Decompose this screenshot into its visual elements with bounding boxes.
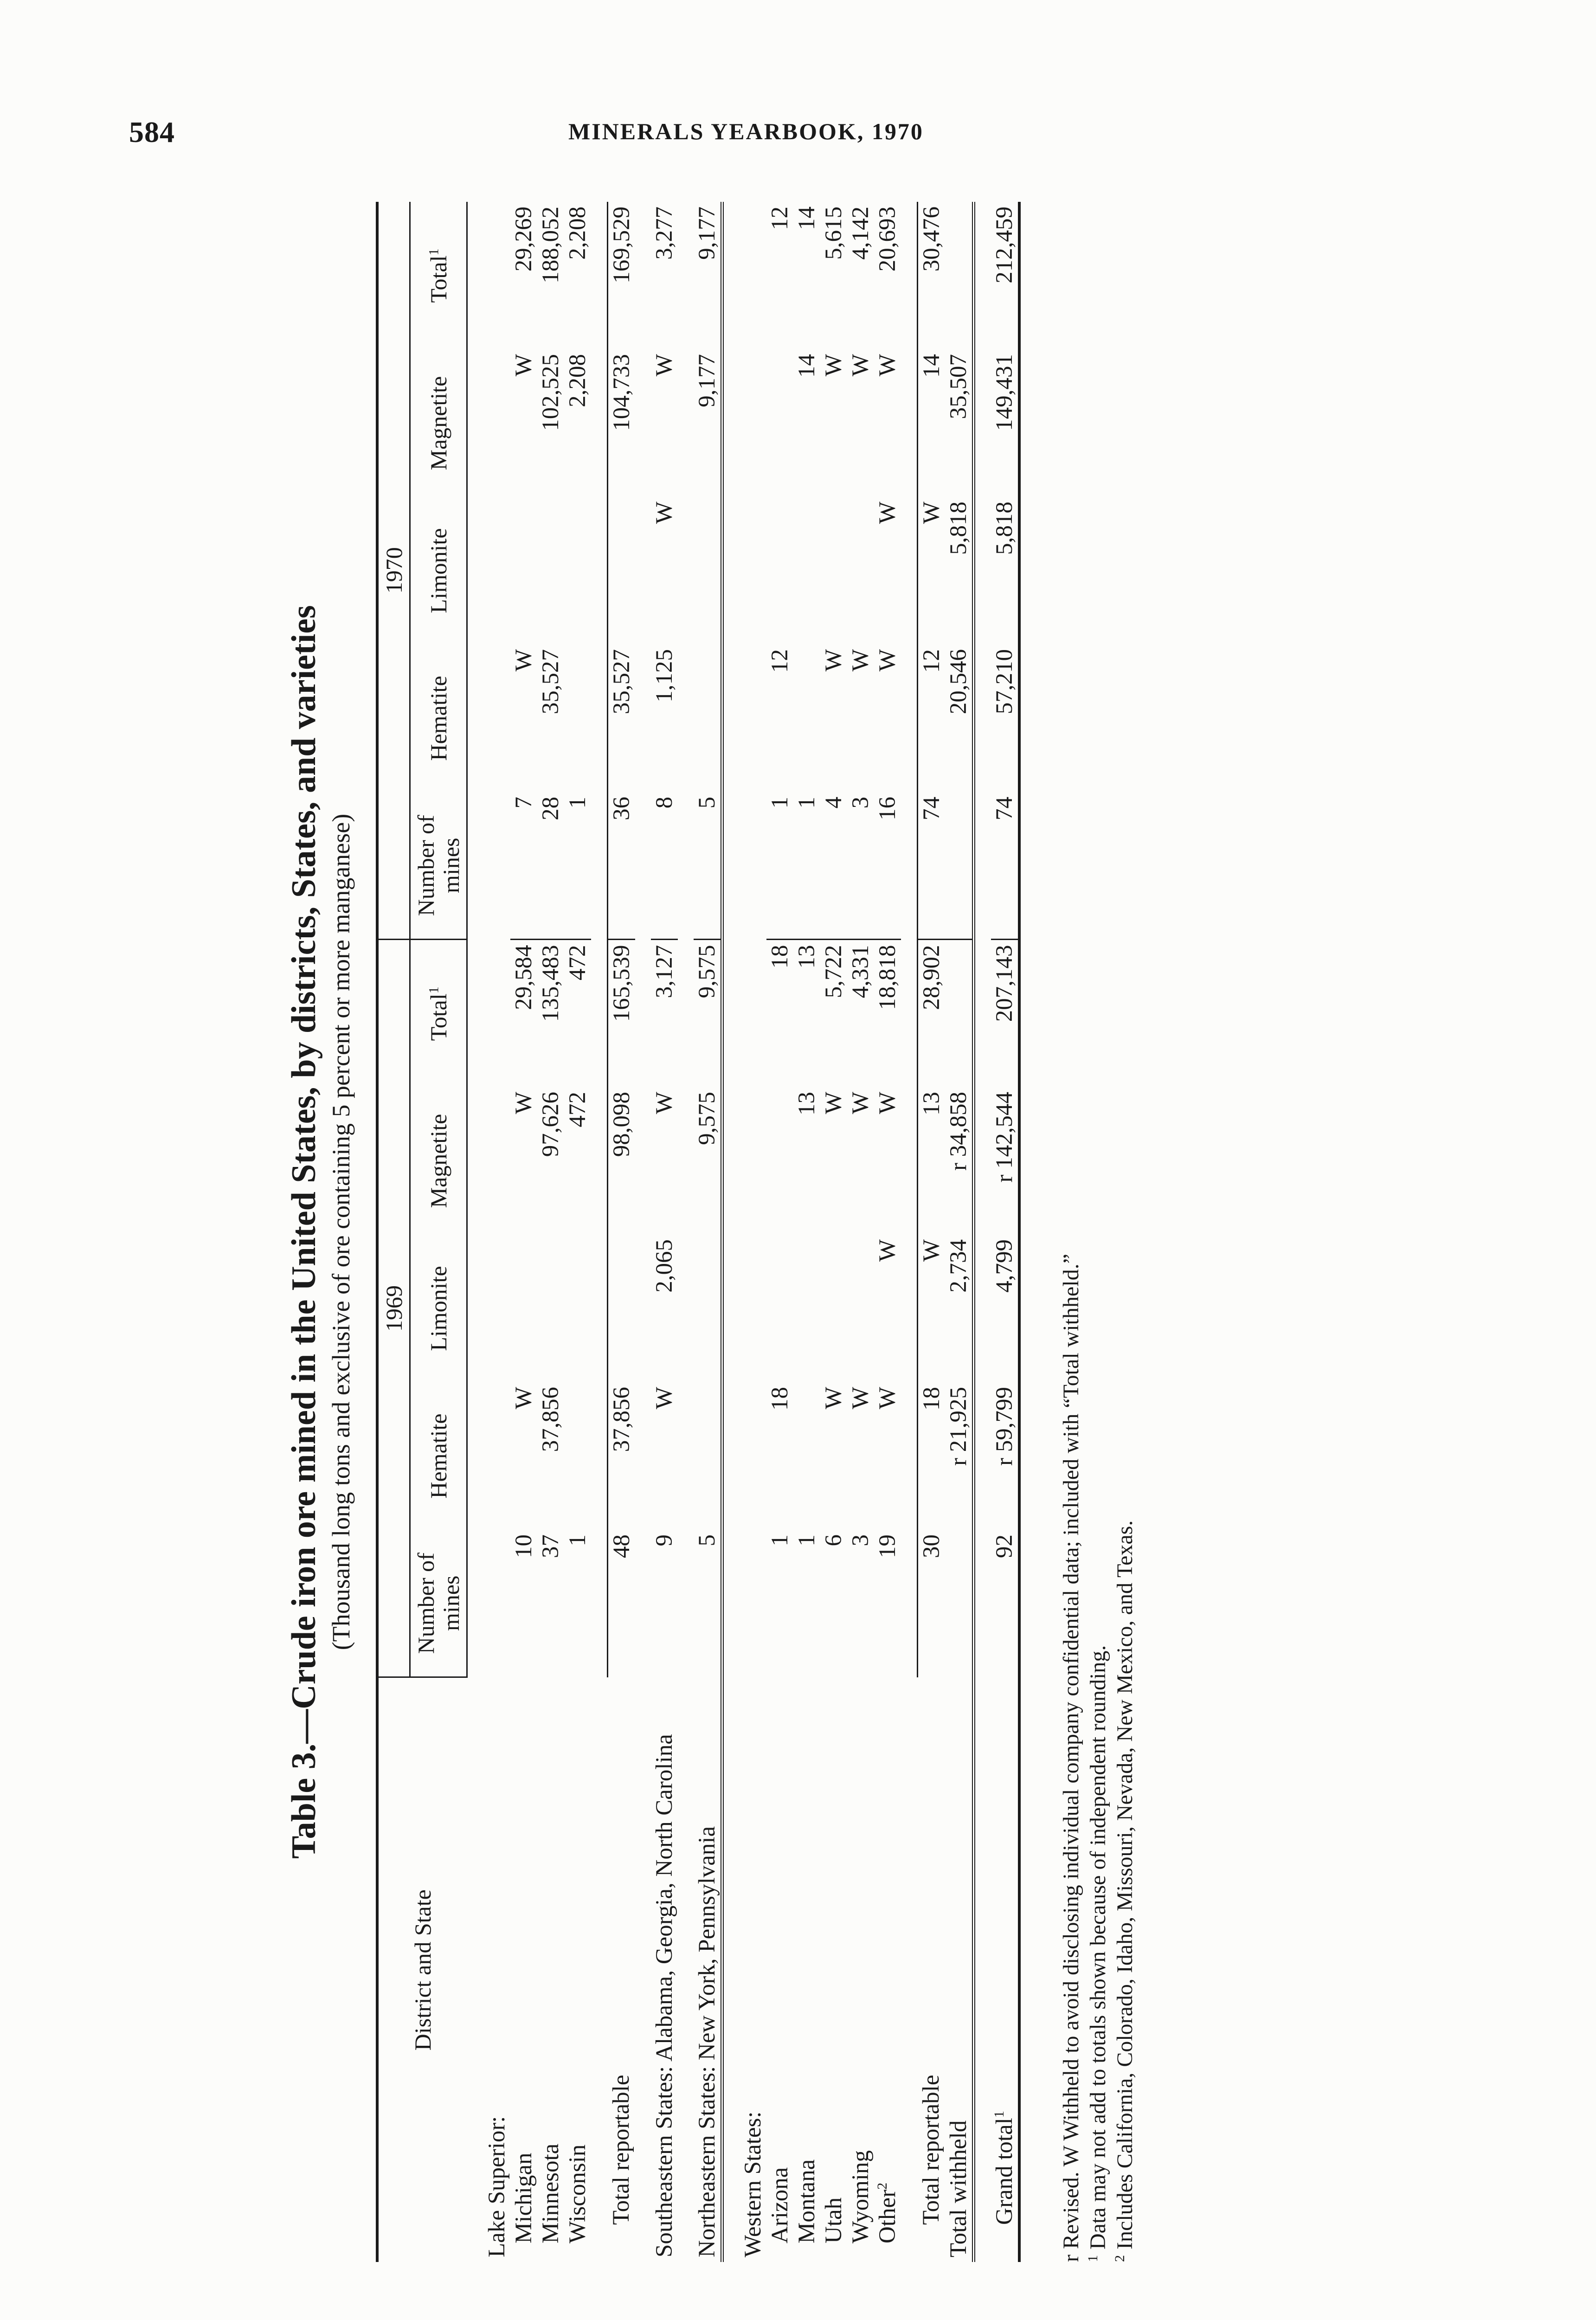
table-cell: W (511, 649, 537, 672)
table-row (608, 202, 636, 2262)
table-cell (564, 1235, 591, 1382)
table-cell: 149,431 (991, 349, 1019, 497)
table-cell: 102,525 (538, 354, 564, 431)
rotated-table-block (260, 202, 1160, 2262)
table-cell (945, 792, 974, 940)
table-subtitle: (Thousand long tons and exclusive of ore containing 5 percent or more manganese) (327, 813, 355, 1650)
table-cell (608, 497, 636, 644)
row-label-text: Total withheld (946, 2120, 972, 2257)
table-cell: 2,208 (565, 354, 591, 407)
row-label (820, 1677, 847, 2262)
row-label (608, 1677, 636, 2262)
row-label-text: Minnesota (538, 2143, 564, 2243)
table-cell: 2,734 (945, 1235, 974, 1382)
table-cell: 4,331 (848, 945, 874, 999)
table-cell: W (918, 497, 946, 644)
row-label-text: Montana (794, 2159, 820, 2243)
col-total-label: Total (425, 993, 451, 1041)
header-year-row (377, 202, 410, 2262)
table-cell: 135,483 (538, 945, 564, 1022)
row-label: Lake Superior: (484, 2116, 510, 2257)
table-cell: W (875, 649, 901, 672)
table-cell: 14 (794, 354, 820, 378)
table-cell: 104,733 (608, 349, 636, 497)
row-label (847, 1677, 874, 2262)
table-cell: 4,799 (991, 1235, 1019, 1382)
table-cell: W (821, 1387, 847, 1410)
table-cell: 9,177 (694, 202, 722, 349)
row-label (564, 1677, 591, 2262)
table-cell (564, 644, 591, 792)
table-cell: W (875, 1239, 901, 1262)
iron-ore-table (376, 202, 1021, 2262)
table-cell (694, 1235, 722, 1382)
table-title: Table 3.—Crude iron ore mined in the United States, by districts, States, and varieties (285, 605, 323, 1859)
table-cell: 12 (767, 206, 793, 230)
table-cell: 3,277 (651, 206, 677, 260)
table-cell (945, 940, 974, 1087)
row-label (651, 1677, 678, 2262)
table-cell: 472 (565, 1092, 591, 1128)
table-cell: 1,125 (651, 649, 677, 702)
table-cell: 74 (991, 792, 1019, 940)
table-row (483, 202, 510, 2262)
table-cell: 6 (821, 1534, 847, 1547)
table-cell: 18 (918, 1382, 946, 1530)
table-cell: W (848, 1387, 874, 1410)
table-cell: r 59,799 (991, 1382, 1019, 1530)
table-cell: 7 (510, 792, 537, 940)
table-cell: W (875, 354, 901, 377)
row-label-text: Southeastern States: Alabama, Georgia, North Carolina (651, 1734, 677, 2257)
table-cell: 13 (794, 945, 820, 969)
table-cell: 5 (694, 792, 722, 940)
table-cell (766, 497, 793, 644)
table-cell (820, 497, 847, 644)
table-cell: 9,575 (694, 1087, 722, 1235)
table-cell: 5,818 (991, 497, 1019, 644)
row-label-text: Grand total (991, 2118, 1017, 2225)
table-cell: 4,142 (848, 206, 874, 260)
row-label (537, 1677, 564, 2262)
table-row (537, 202, 564, 2262)
table-cell: 37 (538, 1534, 564, 1558)
table-cell (608, 1235, 636, 1382)
table-cell: 74 (918, 792, 946, 940)
table-cell (537, 1235, 564, 1382)
table-cell: 3 (847, 792, 874, 940)
table-cell: 2,065 (651, 1239, 677, 1293)
table-cell (564, 1382, 591, 1530)
table-row (766, 202, 793, 2262)
table-cell: 57,210 (991, 644, 1019, 792)
table-cell: 212,459 (991, 202, 1019, 349)
col-mines-1970: Number of mines (410, 792, 467, 940)
table-cell: 14 (794, 206, 820, 230)
row-label-text: Wisconsin (565, 2144, 591, 2243)
table-cell: W (511, 354, 537, 377)
table-cell (820, 1235, 847, 1382)
table-cell: W (848, 649, 874, 672)
footnote-marker: 2 (1112, 2255, 1127, 2262)
district-state-header: District and State (377, 1677, 467, 2262)
table-cell (694, 497, 722, 644)
table-row (820, 202, 847, 2262)
table-row (918, 202, 946, 2262)
table-cell: 20,693 (875, 206, 901, 272)
table-cell (766, 1087, 793, 1235)
footnote-marker: 1 (426, 986, 442, 994)
year-1969-header: 1969 (377, 940, 410, 1677)
row-label-text: Total reportable (918, 2075, 945, 2225)
footnote-text: Data may not add to totals shown because of independent rounding. (1086, 1645, 1110, 2249)
row-label-text: Total reportable (608, 2075, 635, 2225)
table-cell: 3 (848, 1534, 874, 1547)
table-cell: 14 (918, 349, 946, 497)
col-total-1970 (410, 202, 467, 349)
table-cell: 35,527 (608, 644, 636, 792)
table-row (991, 202, 1019, 2262)
table-cell: W (875, 1387, 901, 1410)
table-row (793, 202, 820, 2262)
table-cell: W (918, 1235, 946, 1382)
table-cell: 3,127 (651, 945, 677, 999)
col-total-1969 (410, 940, 467, 1087)
table-cell: 1 (564, 792, 591, 940)
table-cell: 10 (511, 1534, 537, 1558)
col-limonite-1969: Limonite (410, 1235, 467, 1382)
row-label: Western States: (740, 2111, 766, 2257)
col-limonite-1970: Limonite (410, 497, 467, 644)
page-number: 584 (129, 116, 175, 148)
table-cell: 1 (767, 1534, 793, 1547)
table-cell: r 21,925 (945, 1382, 974, 1530)
footnote-revised: r Revised. W Withheld to avoid disclosing individual company confidential data; included with “Total withheld.” (1059, 1254, 1083, 2262)
table-cell: 37,856 (608, 1382, 636, 1530)
footnote-2 (1112, 202, 1139, 2262)
table-cell: W (651, 1387, 677, 1410)
table-cell: 18 (767, 1387, 793, 1411)
table-cell: 29,269 (511, 206, 537, 272)
table-cell (847, 497, 874, 644)
col-mines-1969: Number of mines (410, 1530, 467, 1677)
row-label-text: Arizona (767, 2167, 793, 2243)
table-cell: 472 (565, 945, 591, 980)
table-cell: 9 (651, 1534, 677, 1547)
table-cell: 18,818 (875, 945, 901, 1010)
footnotes (1058, 202, 1139, 2262)
table-cell: W (821, 1092, 847, 1115)
table-cell (510, 1235, 537, 1382)
table-cell (564, 497, 591, 644)
footnote-marker: 1 (1085, 2255, 1100, 2262)
row-label-text: Other (875, 2189, 901, 2243)
table-cell: W (848, 1092, 874, 1115)
table-cell: 207,143 (991, 940, 1019, 1087)
table-cell (694, 644, 722, 792)
table-cell: 5 (694, 1530, 722, 1677)
table-cell: W (821, 354, 847, 377)
table-cell: W (511, 1092, 537, 1115)
table-cell: 20,546 (945, 644, 974, 792)
table-row (510, 202, 537, 2262)
table-cell: 35,507 (945, 349, 974, 497)
table-cell: W (651, 502, 677, 524)
footnote-marker: 1 (426, 248, 442, 256)
col-hematite-1969: Hematite (410, 1382, 467, 1530)
table-cell (793, 1235, 820, 1382)
col-magnetite-1969: Magnetite (410, 1087, 467, 1235)
table-cell: 97,626 (538, 1092, 564, 1157)
table-cell: 30 (918, 1530, 946, 1677)
table-cell: 28 (537, 792, 564, 940)
row-label (945, 1677, 974, 2262)
table-cell: 12 (918, 644, 946, 792)
table-cell (766, 349, 793, 497)
table-cell: W (651, 1092, 677, 1115)
table-cell (847, 1235, 874, 1382)
table-cell: 188,052 (538, 206, 564, 284)
footnote-text: Includes California, Colorado, Idaho, Missouri, Nevada, New Mexico, and Texas. (1113, 1520, 1137, 2249)
table-cell: W (651, 354, 677, 377)
col-total-label: Total (425, 255, 451, 303)
table-cell: 13 (918, 1087, 946, 1235)
footnote-marker: 1 (991, 2111, 1007, 2118)
table-cell: r 34,858 (945, 1087, 974, 1235)
col-hematite-1970: Hematite (410, 644, 467, 792)
table-row (945, 202, 974, 2262)
table-row (651, 202, 678, 2262)
row-label (918, 1677, 946, 2262)
table-cell: 2,208 (565, 206, 591, 260)
row-label-text: Wyoming (848, 2150, 874, 2243)
table-row (847, 202, 874, 2262)
table-cell: 48 (608, 1530, 636, 1677)
table-cell: 19 (875, 1534, 901, 1558)
table-cell: 28,902 (918, 940, 946, 1087)
table-cell (510, 497, 537, 644)
table-cell: 9,575 (694, 940, 722, 1087)
table-row (874, 202, 901, 2262)
row-label-text: Michigan (511, 2152, 537, 2243)
table-cell: 165,539 (608, 940, 636, 1087)
row-label-text: Utah (821, 2197, 847, 2243)
table-cell: r 142,544 (991, 1087, 1019, 1235)
table-cell: 5,722 (821, 945, 847, 999)
table-cell: 92 (991, 1530, 1019, 1677)
table-cell: 4 (820, 792, 847, 940)
table-row (564, 202, 591, 2262)
row-label (510, 1677, 537, 2262)
table-cell: 1 (794, 1534, 820, 1547)
table-cell (793, 1382, 820, 1530)
running-head (0, 115, 1596, 152)
table-cell (945, 202, 974, 349)
table-cell: W (875, 502, 901, 524)
table-cell: 98,098 (608, 1087, 636, 1235)
table-cell: 1 (793, 792, 820, 940)
table-cell: 29,584 (511, 945, 537, 1010)
row-label (694, 1677, 722, 2262)
table-cell: W (511, 1387, 537, 1410)
table-cell (766, 1235, 793, 1382)
table-cell (694, 1382, 722, 1530)
table-cell: 36 (608, 792, 636, 940)
row-label-text: Northeastern States: New York, Pennsylvania (694, 1826, 720, 2257)
row-label (766, 1677, 793, 2262)
running-title: MINERALS YEARBOOK, 1970 (568, 118, 924, 144)
footnote-1 (1085, 202, 1112, 2262)
table-cell (793, 644, 820, 792)
table-cell: 37,856 (538, 1387, 564, 1452)
table-row (740, 202, 766, 2262)
table-cell: 8 (651, 792, 678, 940)
table-cell: 5,615 (821, 206, 847, 260)
table-cell: 5,818 (945, 497, 974, 644)
table-cell (537, 497, 564, 644)
row-label (793, 1677, 820, 2262)
row-label (874, 1677, 901, 2262)
table-row (694, 202, 722, 2262)
table-cell: W (875, 1092, 901, 1115)
table-cell: W (848, 354, 874, 377)
table-cell: 1 (565, 1534, 591, 1547)
table-body (467, 202, 1020, 2262)
table-cell: 9,177 (694, 349, 722, 497)
table-caption (283, 202, 357, 2262)
table-cell: 18 (767, 945, 793, 969)
table-cell: W (821, 649, 847, 672)
table-cell: 35,527 (538, 649, 564, 715)
table-cell: 13 (794, 1092, 820, 1115)
table-cell: 16 (874, 792, 901, 940)
table-cell (793, 497, 820, 644)
table-cell: 12 (767, 649, 793, 673)
row-label (991, 1677, 1019, 2262)
year-1970-header: 1970 (377, 202, 410, 940)
table-cell: 169,529 (608, 202, 636, 349)
table-cell: 1 (766, 792, 793, 940)
col-magnetite-1970: Magnetite (410, 349, 467, 497)
table-cell: 30,476 (918, 202, 946, 349)
table-cell (945, 1530, 974, 1677)
footnote-marker: 2 (875, 2182, 890, 2190)
